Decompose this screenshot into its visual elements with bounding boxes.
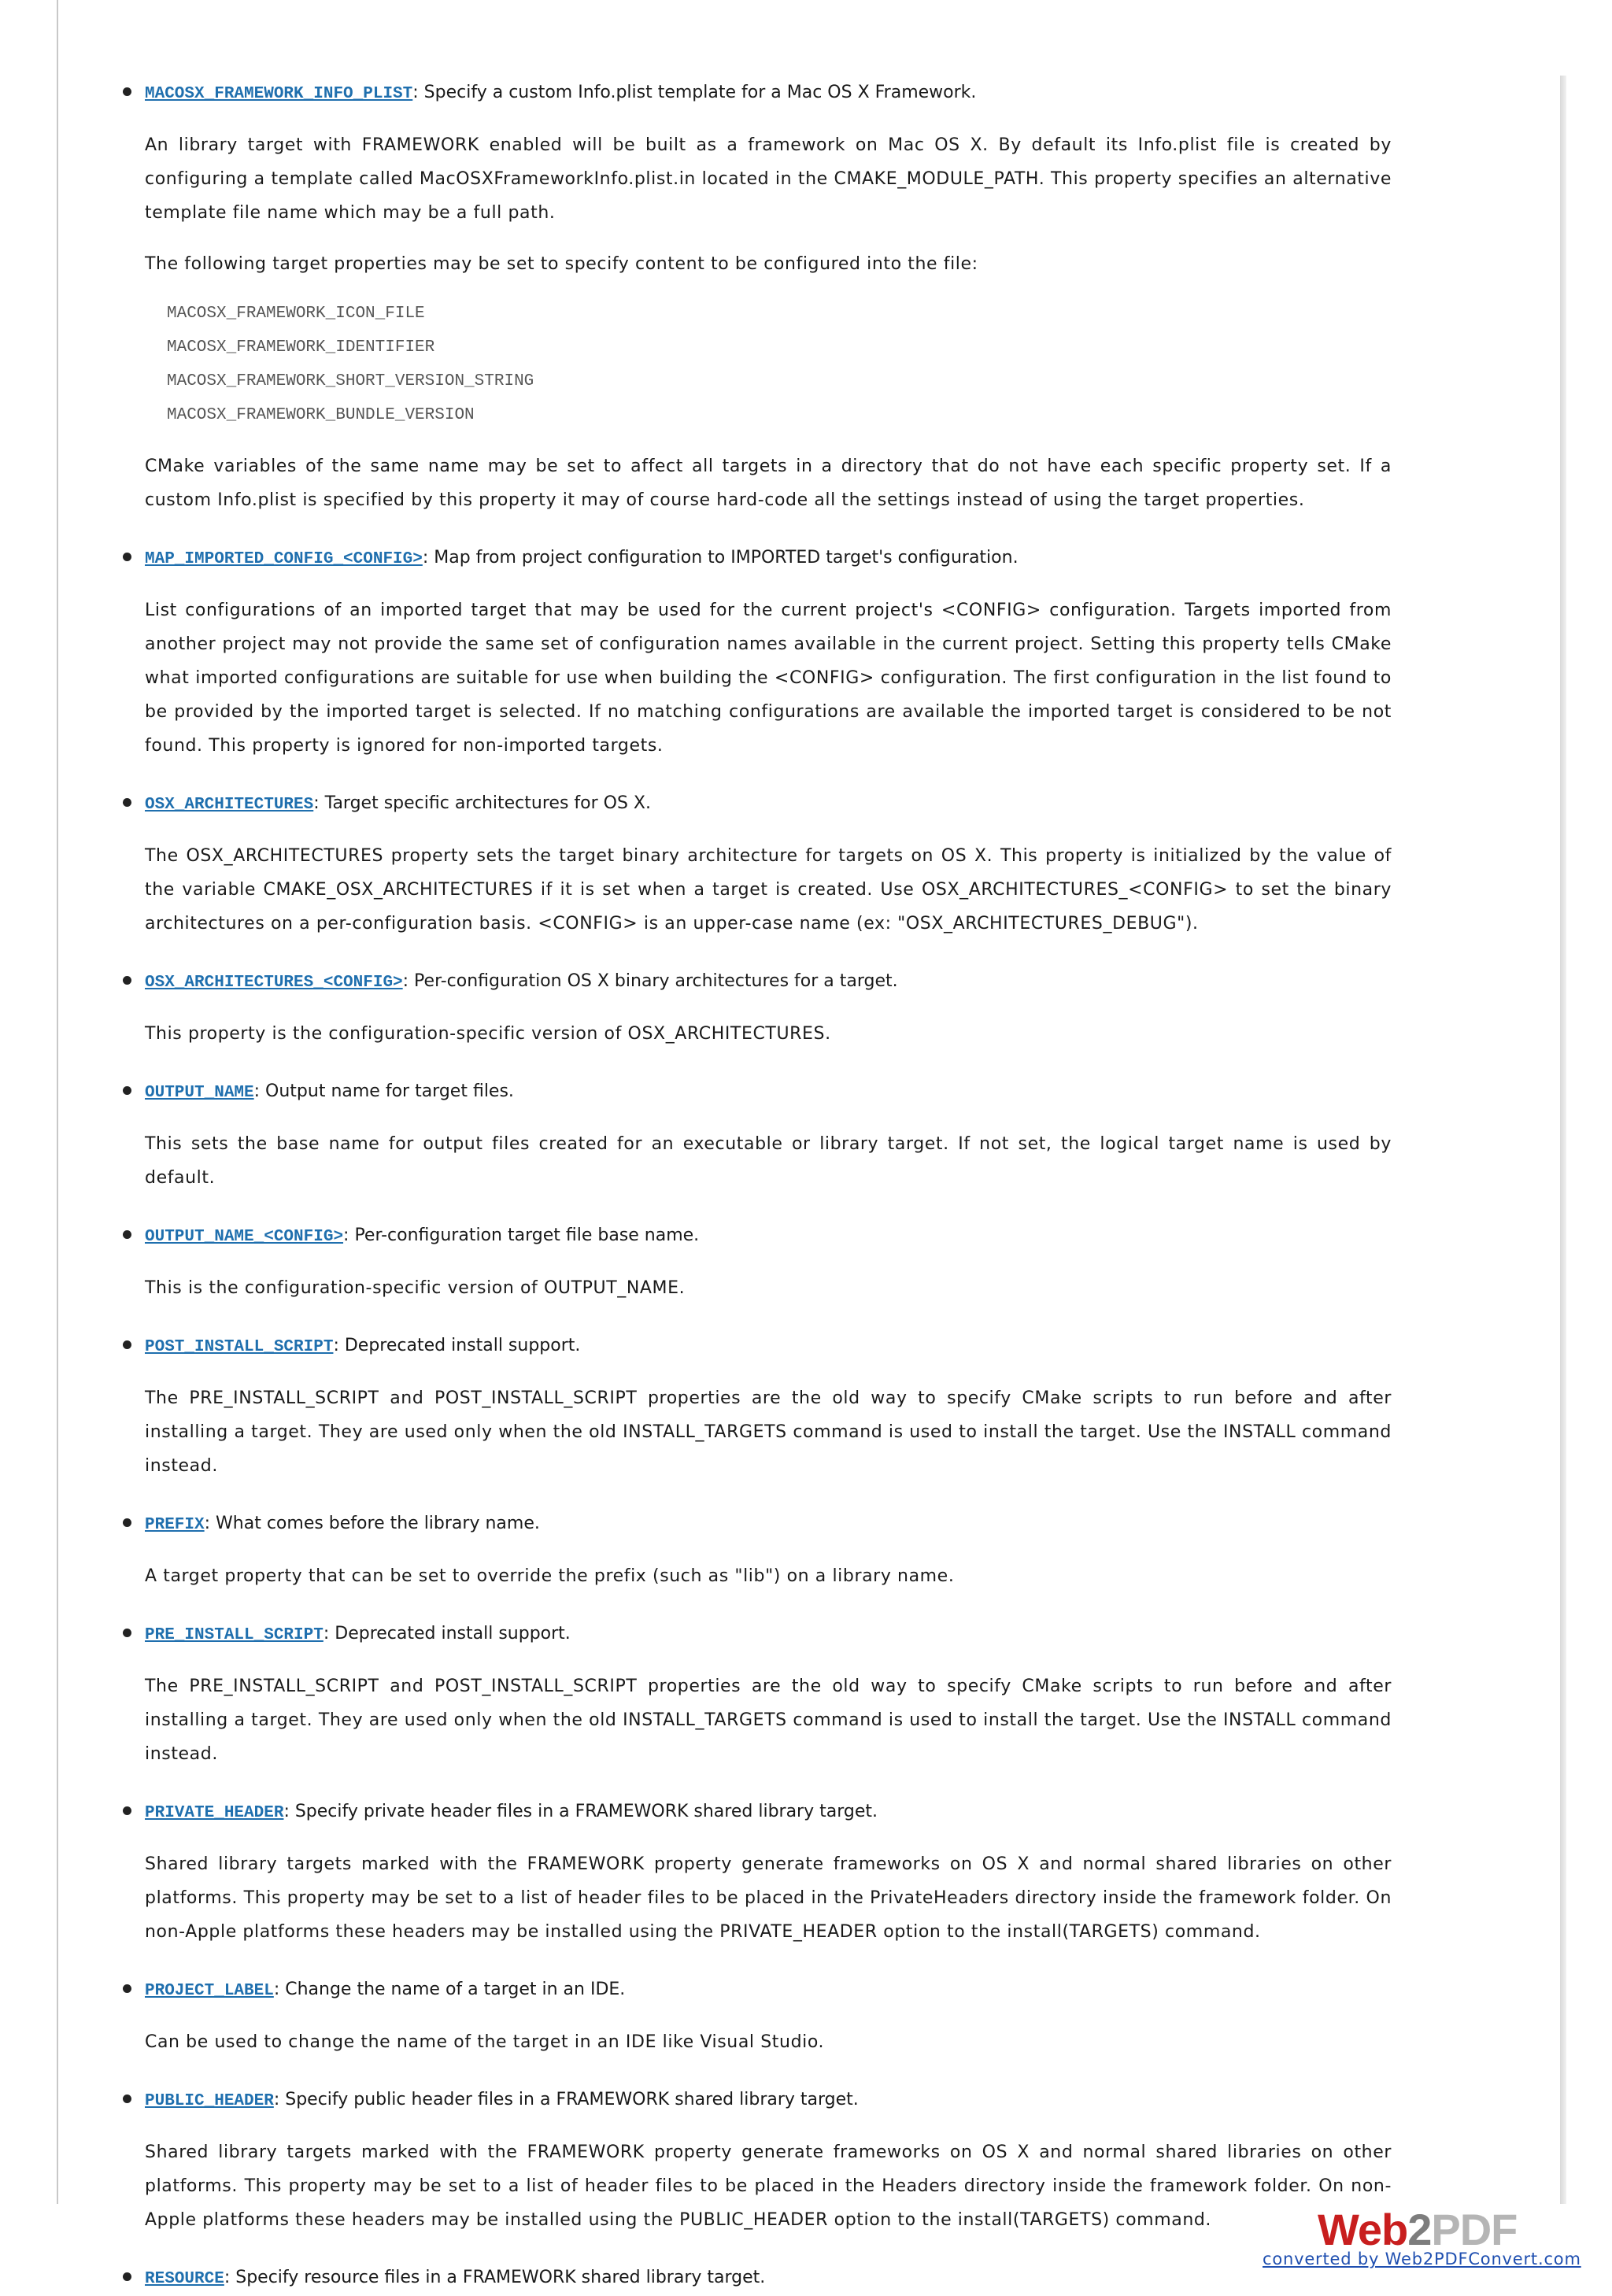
property-summary: : What comes before the library name. <box>204 1514 540 1533</box>
property-entry <box>145 1068 1392 1195</box>
logo-web: Web <box>1318 2205 1408 2254</box>
property-entry <box>145 69 1392 517</box>
property-summary: : Specify public header files in a FRAMEWORK shared library target. <box>273 2090 859 2109</box>
property-heading <box>145 2254 1392 2296</box>
property-entry <box>145 958 1392 1051</box>
code-item: MACOSX_FRAMEWORK_ICON_FILE <box>167 305 425 323</box>
property-entry <box>145 1966 1392 2059</box>
bullet-icon <box>123 1230 131 1239</box>
property-description: Shared library targets marked with the FRAMEWORK property generate frameworks on OS X and normal shared libraries on other platforms. This property may be set to a list of header files to be placed in the PrivateHeaders directory inside the framework folder. On non-Apple platforms these headers may be installed using the PRIVATE_HEADER option to the install(TARGETS) command. <box>145 1854 1392 1942</box>
web2pdf-logo <box>1318 2204 1522 2254</box>
property-name-link[interactable]: PUBLIC_HEADER <box>145 2092 274 2110</box>
property-description: A target property that can be set to override the prefix (such as "lib") on a library name. <box>145 1566 955 1586</box>
bullet-icon <box>123 87 131 96</box>
property-heading <box>145 1610 1392 1652</box>
property-description: The PRE_INSTALL_SCRIPT and POST_INSTALL_SCRIPT properties are the old way to specify CMake scripts to run before and after installing a target. They are used only when the old INSTALL_TARGETS command is used to install the target. Use the INSTALL command instead. <box>145 1388 1392 1476</box>
property-description: Can be used to change the name of the target in an IDE like Visual Studio. <box>145 2032 825 2052</box>
page-shadow <box>1560 76 1566 2204</box>
property-summary: : Specify a custom Info.plist template for a Mac OS X Framework. <box>412 83 977 102</box>
property-description: The following target properties may be set to specify content to be configured into the file: <box>145 254 978 274</box>
property-summary: : Map from project configuration to IMPORTED target's configuration. <box>422 548 1019 568</box>
property-heading <box>145 1212 1392 1254</box>
logo-pdf: PDF <box>1431 2205 1518 2254</box>
property-description: This property is the configuration-specific version of OSX_ARCHITECTURES. <box>145 1024 831 1044</box>
property-description: CMake variables of the same name may be set to affect all targets in a directory that do not have each specific property set. If a custom Info.plist is specified by this property it may of course hard-code all the settings instead of using the target properties. <box>145 457 1392 510</box>
property-description: An library target with FRAMEWORK enabled will be built as a framework on Mac OS X. By default its Info.plist file is created by configuring a template called MacOSXFrameworkInfo.plist.in located in the CMAKE_MODULE_PATH. This property specifies an alternative template file name which may be a full path. <box>145 135 1392 223</box>
bullet-icon <box>123 553 131 561</box>
property-description: Shared library targets marked with the FRAMEWORK property generate frameworks on OS X and normal shared libraries on other platforms. This property may be set to a list of header files to be placed in the Headers directory inside the framework folder. On non-Apple platforms these headers may be installed using the PUBLIC_HEADER option to the install(TARGETS) command. <box>145 2143 1392 2230</box>
property-summary: : Per-configuration OS X binary architectures for a target. <box>402 971 898 991</box>
bullet-icon <box>123 2272 131 2281</box>
converter-link[interactable]: converted by Web2PDFConvert.com <box>1263 2250 1581 2268</box>
bullet-icon <box>123 1806 131 1815</box>
code-item: MACOSX_FRAMEWORK_SHORT_VERSION_STRING <box>167 372 534 390</box>
property-name-link[interactable]: POST_INSTALL_SCRIPT <box>145 1338 334 1356</box>
property-name-link[interactable]: PRE_INSTALL_SCRIPT <box>145 1626 324 1644</box>
property-name-link[interactable]: MAP_IMPORTED_CONFIG_<CONFIG> <box>145 550 423 568</box>
bullet-icon <box>123 798 131 807</box>
property-list <box>145 69 1392 2296</box>
bullet-icon <box>123 976 131 985</box>
property-description: The OSX_ARCHITECTURES property sets the target binary architecture for targets on OS X. This property is initialized by the value of the variable CMAKE_OSX_ARCHITECTURES if it is set when a target is created. Use OSX_ARCHITECTURES_<CONFIG> to set the binary architectures on a per-configuration basis. <CONFIG> is an upper-case name (ex: "OSX_ARCHITECTURES_DEBUG"). <box>145 846 1392 934</box>
property-heading <box>145 534 1392 576</box>
property-name-link[interactable]: OSX_ARCHITECTURES <box>145 796 314 814</box>
property-heading <box>145 1966 1392 2008</box>
property-heading <box>145 1788 1392 1830</box>
property-heading <box>145 1500 1392 1542</box>
code-item: MACOSX_FRAMEWORK_BUNDLE_VERSION <box>167 406 475 424</box>
property-summary: : Deprecated install support. <box>333 1336 581 1355</box>
property-heading <box>145 958 1392 1000</box>
property-name-link[interactable]: MACOSX_FRAMEWORK_INFO_PLIST <box>145 85 413 103</box>
property-summary: : Output name for target files. <box>253 1081 514 1101</box>
code-item: MACOSX_FRAMEWORK_IDENTIFIER <box>167 338 435 357</box>
property-heading <box>145 69 1392 111</box>
property-name-link[interactable]: PROJECT_LABEL <box>145 1982 274 2000</box>
property-name-link[interactable]: OUTPUT_NAME_<CONFIG> <box>145 1228 344 1246</box>
property-summary: : Specify resource files in a FRAMEWORK shared library target. <box>224 2268 766 2287</box>
property-heading <box>145 1322 1392 1364</box>
property-heading <box>145 1068 1392 1110</box>
property-summary: : Deprecated install support. <box>323 1624 571 1643</box>
property-description: List configurations of an imported target that may be used for the current project's <CONFIG> configuration. Targets imported from another project may not provide the same set of configuration names available in the current project. Setting this property tells CMake what imported configurations are suitable for use when building the <CONFIG> configuration. The first configuration in the list found to be provided by the imported target is selected. If no matching configurations are available the imported target is considered to be not found. This property is ignored for non-imported targets. <box>145 601 1392 756</box>
property-heading <box>145 2076 1392 2118</box>
property-entry <box>145 780 1392 941</box>
bullet-icon <box>123 1984 131 1993</box>
property-summary: : Target specific architectures for OS X. <box>313 793 651 813</box>
logo-two: 2 <box>1407 2205 1432 2254</box>
bullet-icon <box>123 1629 131 1637</box>
logo-text <box>1318 2205 1517 2254</box>
property-entry <box>145 1322 1392 1483</box>
property-description: This sets the base name for output files created for an executable or library target. If not set, the logical target name is used by default. <box>145 1134 1392 1188</box>
property-entry <box>145 534 1392 763</box>
bullet-icon <box>123 1518 131 1527</box>
property-description: The PRE_INSTALL_SCRIPT and POST_INSTALL_SCRIPT properties are the old way to specify CMake scripts to run before and after installing a target. They are used only when the old INSTALL_TARGETS command is used to install the target. Use the INSTALL command instead. <box>145 1677 1392 1764</box>
property-entry <box>145 1788 1392 1949</box>
property-entry <box>145 2076 1392 2237</box>
property-summary: : Change the name of a target in an IDE. <box>273 1980 626 1999</box>
property-entry <box>145 1610 1392 1771</box>
property-name-link[interactable]: PRIVATE_HEADER <box>145 1804 284 1822</box>
bullet-icon <box>123 1086 131 1095</box>
property-entry <box>145 1500 1392 1593</box>
property-summary: : Specify private header files in a FRAMEWORK shared library target. <box>283 1802 878 1821</box>
bullet-icon <box>123 2094 131 2103</box>
bullet-icon <box>123 1340 131 1349</box>
property-summary: : Per-configuration target file base name. <box>343 1226 700 1245</box>
property-name-link[interactable]: OSX_ARCHITECTURES_<CONFIG> <box>145 974 403 992</box>
property-code-list <box>167 297 1392 432</box>
property-heading <box>145 780 1392 822</box>
property-description: This is the configuration-specific version of OUTPUT_NAME. <box>145 1278 686 1298</box>
property-name-link[interactable]: OUTPUT_NAME <box>145 1084 254 1102</box>
property-name-link[interactable]: RESOURCE <box>145 2270 224 2288</box>
property-name-link[interactable]: PREFIX <box>145 1516 205 1534</box>
property-entry <box>145 2254 1392 2296</box>
property-entry <box>145 1212 1392 1305</box>
